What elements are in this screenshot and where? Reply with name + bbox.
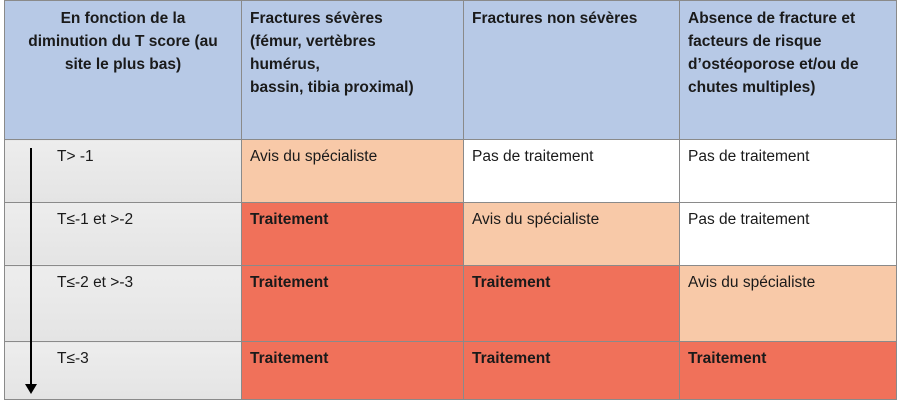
recommendation-cell — [680, 140, 897, 203]
header-non-severe-fractures — [464, 1, 680, 140]
header-line: site le plus bas) — [64, 56, 182, 73]
recommendation-cell — [464, 202, 680, 266]
header-no-fracture-risk-factors — [680, 1, 897, 140]
tscore-cell: T≤-3 — [5, 342, 242, 400]
header-line: Fractures sévères — [250, 10, 383, 27]
recommendation-cell — [464, 266, 680, 342]
header-line: humérus, — [250, 56, 320, 73]
recommendation-text: Traitement — [250, 274, 329, 292]
recommendation-text: Avis du spécialiste — [250, 148, 378, 165]
recommendation-cell — [242, 342, 464, 400]
recommendation-cell — [242, 202, 464, 266]
header-line: (fémur, vertèbres — [250, 33, 376, 50]
recommendation-text: Pas de traitement — [688, 210, 810, 228]
table-row — [5, 266, 897, 342]
table-row — [5, 202, 897, 266]
recommendation-text: Traitement — [250, 210, 329, 228]
header-line: d’ostéoporose et/ou de — [688, 56, 859, 73]
recommendation-text: Traitement — [472, 350, 551, 368]
recommendation-cell — [680, 266, 897, 342]
tscore-cell: T≤-1 et >-2 — [5, 202, 242, 266]
recommendation-text: Avis du spécialiste — [472, 210, 600, 228]
header-line: Fractures non sévères — [472, 10, 638, 27]
header-line: diminution du T score (au — [28, 33, 218, 50]
recommendation-cell — [680, 202, 897, 266]
recommendation-text: Pas de traitement — [688, 148, 810, 165]
recommendation-text: Traitement — [688, 350, 767, 368]
tscore-cell: T> -1 — [5, 140, 242, 203]
header-line: chutes multiples) — [688, 79, 816, 96]
recommendation-cell — [242, 140, 464, 203]
header-tscore — [5, 1, 242, 140]
header-line: bassin, tibia proximal) — [250, 79, 414, 96]
recommendation-text: Traitement — [472, 274, 551, 292]
header-line: facteurs de risque — [688, 33, 822, 50]
recommendation-cell — [464, 342, 680, 400]
treatment-decision-table — [4, 0, 897, 400]
recommendation-text: Avis du spécialiste — [688, 274, 816, 292]
recommendation-text: Pas de traitement — [472, 148, 594, 165]
recommendation-cell — [680, 342, 897, 400]
header-row — [5, 1, 897, 140]
header-severe-fractures — [242, 1, 464, 140]
tscore-cell: T≤-2 et >-3 — [5, 266, 242, 342]
header-line: En fonction de la — [60, 10, 186, 27]
recommendation-cell — [242, 266, 464, 342]
table-row — [5, 342, 897, 400]
recommendation-text: Traitement — [250, 350, 329, 368]
header-line: Absence de fracture et — [688, 10, 856, 27]
down-arrow-icon — [30, 148, 32, 386]
table-row — [5, 140, 897, 203]
arrow-head-icon — [25, 384, 37, 394]
recommendation-cell — [464, 140, 680, 203]
